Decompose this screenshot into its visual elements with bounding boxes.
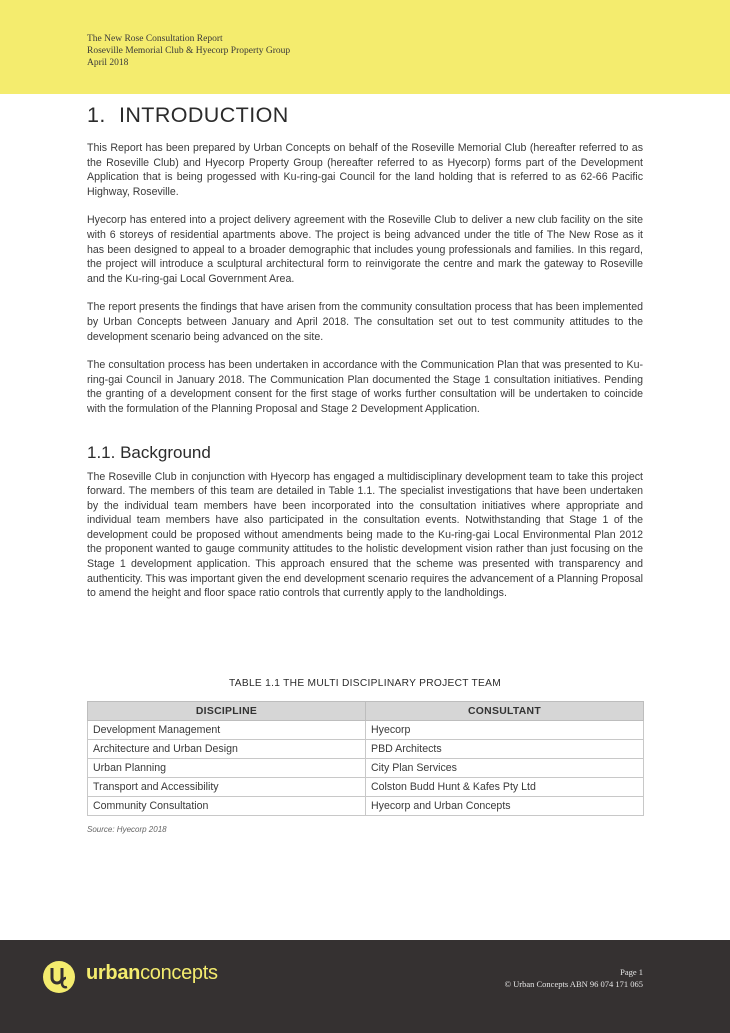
table-row <box>88 797 644 816</box>
uc-monogram-icon <box>42 956 78 994</box>
consultant-cell: PBD Architects <box>366 740 644 759</box>
discipline-cell: Urban Planning <box>88 759 366 778</box>
intro-paragraph-4: The consultation process has been undertaken in accordance with the Communication Plan that was presented to Ku-ring-gai Council in January 2018. The Communication Plan documented the Stage 1 consultation initiatives. Pending the granting of a development consent for the first stage of works further consultation will be undertaken to coincide with the formulation of the Planning Proposal and Stage 2 Development Application. <box>87 359 643 415</box>
page-content <box>87 100 643 601</box>
page-number: Page 1 <box>620 967 643 977</box>
background-paragraph: The Roseville Club in conjunction with Hyecorp has engaged a multidisciplinary development team to take this project forward. The members of this team are detailed in Table 1.1. The specialist investigations that have been undertaken by the individual team members have been incorporated into the consultation initiatives where appropriate and individual team members have also participated in the consultation events. Notwithstanding that Stage 1 of the development could be proposed without amendments being made to the Ku-ring-gai Local Environmental Plan 2012 the proponent wanted to gauge community attitudes to the holistic development vision rather than just focusing on the Stage 1 development application. This approach ensured that the scheme was presented with transparency and authenticity. This was important given the end development scenario requires the advancement of a Planning Proposal to amend the height and floor space ratio controls that currently apply to the landholdings. <box>87 470 643 600</box>
table-source: Source: Hyecorp 2018 <box>87 825 167 834</box>
consultant-cell: Hyecorp and Urban Concepts <box>366 797 644 816</box>
copyright-notice: © Urban Concepts ABN 96 074 171 065 <box>504 979 643 989</box>
report-date: April 2018 <box>87 58 129 68</box>
urban-concepts-logo <box>42 956 222 996</box>
table-row <box>88 740 644 759</box>
project-team-table <box>87 701 644 816</box>
logo-wordmark <box>86 962 218 985</box>
logo-word-concepts: concepts <box>140 962 218 984</box>
table-caption: TABLE 1.1 THE MULTI DISCIPLINARY PROJECT TEAM <box>228 678 502 689</box>
consultant-cell: City Plan Services <box>366 759 644 778</box>
discipline-cell: Development Management <box>88 721 366 740</box>
table-header-row <box>88 702 644 721</box>
intro-paragraph-1: This Report has been prepared by Urban Concepts on behalf of the Roseville Memorial Club (hereafter referred to as the Roseville Club) and Hyecorp Property Group (hereafter referred to as Hyecorp) forms part of the Development Application that is being progessed with Ku-ring-gai Council for the land holding that is referred to as 62-66 Pacific Highway, Roseville. <box>87 142 643 198</box>
column-header-discipline: DISCIPLINE <box>88 702 366 721</box>
discipline-cell: Community Consultation <box>88 797 366 816</box>
table-row <box>88 721 644 740</box>
running-header <box>87 33 290 69</box>
subsection-heading: 1.1. Background <box>87 442 211 462</box>
table-row <box>88 759 644 778</box>
consultant-cell: Hyecorp <box>366 721 644 740</box>
section-heading <box>87 100 643 130</box>
report-parties: Roseville Memorial Club & Hyecorp Property Group <box>87 46 291 56</box>
discipline-cell: Architecture and Urban Design <box>88 740 366 759</box>
intro-paragraph-3: The report presents the findings that have arisen from the community consultation process that has been implemented by Urban Concepts between January and April 2018. The consultation set out to test community attitudes to the development scenario being advanced on the site. <box>87 301 643 343</box>
section-number: 1. <box>87 103 106 127</box>
table-row <box>88 778 644 797</box>
footer-info <box>505 966 643 990</box>
logo-word-urban: urban <box>86 962 141 984</box>
section-title: INTRODUCTION <box>119 103 289 127</box>
intro-paragraph-2: Hyecorp has entered into a project delivery agreement with the Roseville Club to deliver a new club facility on the site with 6 storeys of residential apartments above. The project is being advanced under the title of The New Rose as it has been designed to appeal to a broader demographic that includes young professionals and families. In this regard, the project will introduce a sculptural architectural form to reinvigorate the centre and mark the gateway to Roseville and the Ku-ring-gai Local Government Area. <box>87 214 643 285</box>
report-title: The New Rose Consultation Report <box>87 34 223 44</box>
discipline-cell: Transport and Accessibility <box>88 778 366 797</box>
column-header-consultant: CONSULTANT <box>366 702 644 721</box>
consultant-cell: Colston Budd Hunt & Kafes Pty Ltd <box>366 778 644 797</box>
